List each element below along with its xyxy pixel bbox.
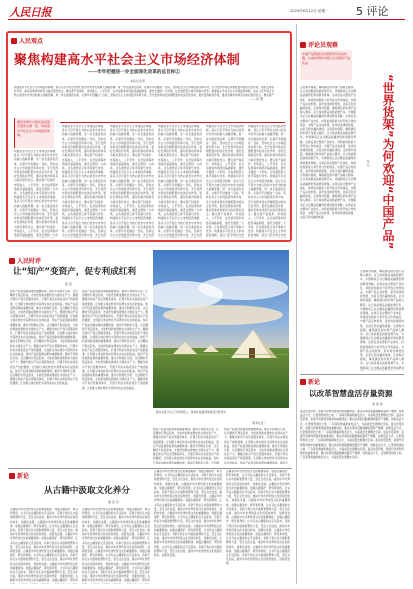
sidebar-author: 张 凡 [366, 160, 370, 167]
sidebar-column-2: 走进海外商超，琳琅满目的中国产品映入眼帘。从日常消费品到新能源汽车，中国制造正以过硬品质赢得世界消费者青睐。这背后是完整的产业体系、持续的创新能力和开放合作的诚意。中国产品走向世界，是市场选择的结果，也是互利共赢的体现。走进海外商超，琳琅满目的中国产品映入眼帘。从日常消费品到新能源汽车，中国制造正以过硬品质赢得世界消费者青睐。这背后是完整的产业体系、持续的创新能力和开放合作的诚意。中国产品走向世界，是市场选择的结果，也是互利共赢的体现。走进海外商超，琳琅满目的中国产品映入眼帘。从日常消费品到新能源汽车，中国制造正以过硬品质赢得世界消费者青睐。这背后是完整的产业体系、持续的创新能力和开放合作的诚意。中国产品走向世界，是市场选择的结果，也是互利共赢的体现。走进海外商超，琳琅满目的中国产品映入眼帘。从日常消费品到新能源汽车，中国制造正以过硬品质赢得世界消费者 [360, 270, 404, 370]
section-marker-icon [9, 473, 15, 479]
section-marker-icon [9, 258, 15, 264]
lead-column-1: 构建高水平社会主义市场经济体制，是以习近平同志为核心的党中央作出的重大战略部署。进一步全面深化改革，必须牢牢把握这一目标，坚持社会主义市场经济改革方向，充分发挥市场在资源配置中的决定性作用，更好发挥政府作用，推动有效市场和有为政府更好结合。要完善产权保护、市场准入、公平竞争、社会信用等市场经济基础制度，建设全国统一大市场，让各类经营主体平等参与竞争。构建高水平社会主义市场经济体制，是以习近平同志为核心的党中央作出的重大战略部署。进一步全面深化改革，必须牢牢把握这一目标，坚持社会主义市场经济改革方向，充分发挥市场在资源配置中的决定性作用，更好发挥政府作用，推动有效市场和有为政府更好结合。要完善产权保护、市场准入、公平竞争、社会信用等市场经济基础制度，建设全国统一大市 [14, 150, 58, 238]
lead-highlight-text: 要把改革作为推动高质量发展的关键一招，构建高水平社会主义市场经济体制。 [17, 120, 51, 138]
photo-caption: 图为在蓝天白云下的草原上，游客在帐篷营地感受自然风光。 [156, 410, 229, 414]
mid-author: 陈 铭 [65, 282, 72, 286]
lead-section-tag: 人民观点 [11, 36, 43, 45]
bottom-column-3: 古籍是中华优秀传统文化的重要载体。加强古籍保护、研究和利用，让书写在古籍里的文字活起来，有助于我们从中汲取智慧和力量，坚定文化自信，推动中华优秀传统文化创造性转化、创新性发展。古籍是中华优秀传统文化的重要载体。加强古籍保护、研究和利用，让书写在古籍里的文字活起来，有助于我们从中汲取智慧和力量，坚定文化自信，推动中华优秀传统文化创造性转化、创新性发展。古籍是中华优秀传统文化的重要载体。加强古籍保护、研究和利用，让书写在古籍里的文字活起来，有助于我们从中汲取智慧和力量，坚定文化自信，推动中华优秀传统文化创造性转化、创新性发展。古籍是中华优秀传统文化的重要载体。加强古籍保护、研究和利用，让书写在古籍里的文字活起来，有助于我们从中汲取智慧和力量，坚定文化自信，推动中华优秀传统文化创造性转化、创新性发展。古籍是中华优秀传统文化的重要载体。加强古籍保护、研究和利用，让书写在古籍里的文字活起来，有助于我们从中汲取智慧和力量，坚定文化自信，推动中华优秀传统文化创造性转化、创新性发展。古籍是中华优秀传统文化的重要载体。加强古籍保护、研究和利用，让书写在古籍里的文字活起来，有助于我们从中汲取智慧和力量，坚定文化自信，推动中华优秀传统文化创造性转化、创新性发展。 [154, 470, 222, 558]
masthead-logo: 人民日报 [9, 6, 51, 19]
campsite-photo-illustration [153, 250, 289, 408]
sidebar-section-tag: 评论员观察 [300, 40, 338, 49]
sidebar-highlight-box [300, 50, 352, 80]
bottom-column-1: 古籍是中华优秀传统文化的重要载体。加强古籍保护、研究和利用，让书写在古籍里的文字活起来，有助于我们从中汲取智慧和力量，坚定文化自信，推动中华优秀传统文化创造性转化、创新性发展。古籍是中华优秀传统文化的重要载体。加强古籍保护、研究和利用，让书写在古籍里的文字活起来，有助于我们从中汲取智慧和力量，坚定文化自信，推动中华优秀传统文化创造性转化、创新性发展。古籍是中华优秀传统文化的重要载体。加强古籍保护、研究和利用，让书写在古籍里的文字活起来，有助于我们从中汲取智慧和力量，坚定文化自信，推动中华优秀传统文化创造性转化、创新性发展。古籍是中华优秀传统文化的重要载体。加强古籍保护、研究和利用，让书写在古籍里的文字活起来，有助于我们从中汲取智慧和力量，坚定文化自信，推动中华优秀传统文化创造性转化、创新性发展。古籍是中华优秀传统文化的重要载体。加强古籍保护、研究和利用，让书写在古籍里的文字活起来，有助于我们从中汲取智慧和力量，坚定文化自信，推动中华优秀传统文化创造性转化、创新性发展。古籍是中华优秀传统文化的重要载体。加强古籍保护、研究和 [10, 508, 78, 583]
bottom-rule [8, 468, 292, 469]
sidebar-vertical-title: “世界货架”为何欢迎“中国产品” [381, 74, 395, 250]
lead-column-3: 构建高水平社会主义市场经济体制，是以习近平同志为核心的党中央作出的重大战略部署。进一步全面深化改革，必须牢牢把握这一目标，坚持社会主义市场经济改革方向，充分发挥市场在资源配置中的决定性作用，更好发挥政府作用，推动有效市场和有为政府更好结合。要完善产权保护、市场准入、公平竞争、社会信用等市场经济基础制度，建设全国统一大市场，让各类经营主体平等参与竞争。构建高水平社会主义市场经济体制，是以习近平同志为核心的党中央作出的重大战略部署。进一步全面深化改革，必须牢牢把握这一目标，坚持社会主义市场经济改革方向，充分发挥市场在资源配置中的决定性作用，更好发挥政府作用，推动有效市场和有为政府更好结合。要完善产权保护、市场准入、公平竞争、社会信用等市场经济基础制度，建设全国统一大市场，让各类经营主体平等参与竞争。构建高水平社会主义市场经济体制，是以习近平同志为核心的党中央作出的重大战略部署。进一步全面深化改革，必须牢牢把握这一目标，坚持社会主义市场经济改革方向，充分发挥 [110, 125, 154, 238]
bottom-author: 谢 金 亮 [108, 500, 119, 504]
right-lower-column-1: 盘活存量资源，是提升资源利用效率的重要途径。要以改革的思路破解闲置资产难题，创新盘活方式，让低效利用的土地、厂房等资源重新焕发活力，为高质量发展腾出空间。盘活存量资源，是提升资源利用效率的重要途径。要以改革的思路破解闲置资产难题，创新盘活方式，让低效利用的土地、厂房等资源重新焕发活力，为高质量发展腾出空间。盘活存量资源，是提升资源利用效率的重要途径。要以改革的思路破解闲置资产难题，创新盘活方式，让低效利用的土地、厂房等资源重新焕发活力，为高质量发展腾出空间。盘活存量资源，是提升资源利用效率的重要途径。要以改革的思路破解闲置资产难题，创新盘活方式，让低效利用的土地、厂房等资源重新焕发活力，为高质量发展腾出空间。盘活存量资源，是提升资源利用效率的重要途径。要以改革的思路破解闲置资产难题，创新盘活方式，让低效利用的土地、厂房等资源重新焕发活力，为高质量发展腾出空间。盘活存量资源，是提升资源利用效率的重要途径。要以改革的思路破解闲置资产难题，创新盘活方式，让低效利用的土地、厂房等资源重新焕发活力，为高质量发展腾出空间。 [300, 410, 404, 460]
mid-column-3: 知识产权是创新成果的重要体现。推动专利转化运用，让沉睡的专利活起来，才能把创新成果转化为现实生产力。要健全知识产权运营服务体系，打通专利从实验室到生产线的通道，让创新主体在转化中获得实实在在的收益。知识产权是创新成果的重要体现。推动专利转化运用，让沉睡的专利活起来，才能把创新成果转化为现实生产力。要健全知识产权运营服务体系，打通专利从实验室到生产线的通道，让创新主体在转化中获得实实在在的收益。知识产权是创新成果的重要体现。推动专利转化运用，让沉睡 [153, 428, 219, 464]
lead-column-5: 构建高水平社会主义市场经济体制，是以习近平同志为核心的党中央作出的重大战略部署。进一步全面深化改革，必须牢牢把握这一目标，坚持社会主义市场经济改革方向，充分发挥市场在资源配置中的决定性作用，更好发挥政府作用，推动有效市场和有为政府更好结合。要完善产权保护、市场准入、公平竞争、社会信用等市场经济基础制度，建设全国统一大市场，让各类经营主体平等参与竞争。构建高水平社会主义市场经济体制，是以习近平同志为核心的党中央作出的重大战略部署。进一步全面深化改革，必须牢牢把握这一目标，坚持社会主义市场经济改革方向，充分发挥市场在资源配置中的决定性作用，更好发挥政府作用，推动有效市场和有为政府更好结合。要完善产权保护、市场准入、公平竞争、社会信用等市场经济基础制度，建设全国统一大市场，让各类经营主体平等参与竞争。构建高水平社会主义市场经济体制，是以习近平同志为核 [206, 125, 244, 238]
page-number-label: 5 评论 [356, 5, 389, 18]
lead-column-6: 构建高水平社会主义市场经济体制，是以习近平同志为核心的党中央作出的重大战略部署。进一步全面深化改革，必须牢牢把握这一目标，坚持社会主义市场经济改革方向，充分发挥市场在资源配置中的决定性作用，更好发挥政府作用，推动有效市场和有为政府更好结合。要完善产权保护、市场准入、公平竞争、社会信用等市场经济基础制度，建设全国统一大市场，让各类经营主体平等参与竞争。构建高水平社会主义市场经济体制，是以习近平同志为核心的党中央作出的重大战略部署。进一步全面深化改革，必须牢牢把握这一目标，坚持社会主义市场经济改革方向，充分发挥市场在资源配置中的决定性作用，更好发挥政府作用，推动有效市场和有为政府更好结合。要完善产权保护、市场准入、公平竞争、社会信用等市场经济基础制度，建设全国统一大市场，让各类经营主体平等参与竞争。构建高水平社会主义市场经济体制，是以习近平同志为核 [248, 125, 286, 238]
section-marker-icon [300, 379, 306, 385]
right-lower-rule [300, 374, 404, 375]
bottom-column-2: 古籍是中华优秀传统文化的重要载体。加强古籍保护、研究和利用，让书写在古籍里的文字活起来，有助于我们从中汲取智慧和力量，坚定文化自信，推动中华优秀传统文化创造性转化、创新性发展。古籍是中华优秀传统文化的重要载体。加强古籍保护、研究和利用，让书写在古籍里的文字活起来，有助于我们从中汲取智慧和力量，坚定文化自信，推动中华优秀传统文化创造性转化、创新性发展。古籍是中华优秀传统文化的重要载体。加强古籍保护、研究和利用，让书写在古籍里的文字活起来，有助于我们从中汲取智慧和力量，坚定文化自信，推动中华优秀传统文化创造性转化、创新性发展。古籍是中华优秀传统文化的重要载体。加强古籍保护、研究和利用，让书写在古籍里的文字活起来，有助于我们从中汲取智慧和力量，坚定文化自信，推动中华优秀传统文化创造性转化、创新性发展。古籍是中华优秀传统文化的重要载体。加强古籍保护、研究和利用，让书写在古籍里的文字活起来，有助于我们从中汲取智慧和力量，坚定文化自信，推动中华优秀传统文化创造性转化、创新性发展。古籍是中华优秀传统文化的重要载体。加强古籍保护、研究和 [82, 508, 150, 583]
photo-credit: （新华社发） [250, 421, 267, 425]
bottom-title: 从古籍中汲取文化养分 [44, 486, 130, 496]
right-lower-title: 以改革智慧盘活存量资源 [309, 389, 393, 398]
right-lower-author: 周 建 锋 [372, 402, 383, 406]
mid-section-tag: 人民时评 [9, 256, 41, 265]
sidebar-column-1: 走进海外商超，琳琅满目的中国产品映入眼帘。从日常消费品到新能源汽车，中国制造正以过硬品质赢得世界消费者青睐。这背后是完整的产业体系、持续的创新能力和开放合作的诚意。中国产品走向世界，是市场选择的结果，也是互利共赢的体现。走进海外商超，琳琅满目的中国产品映入眼帘。从日常消费品到新能源汽车，中国制造正以过硬品质赢得世界消费者青睐。这背后是完整的产业体系、持续的创新能力和开放合作的诚意。中国产品走向世界，是市场选择的结果，也是互利共赢的体现。走进海外商超，琳琅满目的中国产品映入眼帘。从日常消费品到新能源汽车，中国制造正以过硬品质赢得世界消费者青睐。这背后是完整的产业体系、持续的创新能力和开放合作的诚意。中国产品走向世界，是市场选择的结果，也是互利共赢的体现。走进海外商超，琳琅满目的中国产品映入眼帘。从日常消费品到新能源汽车，中国制造正以过硬品质赢得世界消费者青睐。这背后是完整的产业体系、持续的创新能力和开放合作的诚意。中国产品走向世界，是市场选择的结果，也是互利共赢的体现。走进海外商超，琳琅满目的中国产品映入眼帘。从日常消费品到新能源汽车，中国制造正以过硬品质赢得世界消费者青睐。这背后是完整的产业体系、持续的创新能力和开放合作的诚意。中国产品走向世界，是市场选择的结果，也是互利共赢的体现。走进海外商超，琳琅满目的中国产品映入眼帘。从日常消费品到新能源汽车，中国制造正以过硬品质赢得世界消费者青睐。这背后是完整的产业体系、持续的创新能力和开放合作的诚意。中国产品走向世界，是市场选择的结果，也是互利共赢的体现。 [300, 86, 356, 220]
mid-column-1: 知识产权是创新成果的重要体现。推动专利转化运用，让沉睡的专利活起来，才能把创新成果转化为现实生产力。要健全知识产权运营服务体系，打通专利从实验室到生产线的通道，让创新主体在转化中获得实实在在的收益。知识产权是创新成果的重要体现。推动专利转化运用，让沉睡的专利活起来，才能把创新成果转化为现实生产力。要健全知识产权运营服务体系，打通专利从实验室到生产线的通道，让创新主体在转化中获得实实在在的收益。知识产权是创新成果的重要体现。推动专利转化运用，让沉睡的专利活起来，才能把创新成果转化为现实生产力。要健全知识产权运营服务体系，打通专利从实验室到生产线的通道，让创新主体在转化中获得实实在在的收益。知识产权是创新成果的重要体现。推动专利转化运用，让沉睡的专利活起来，才能把创新成果转化为现实生产力。要健全知识产权运营服务体系，打通专利从实验室到生产线的通道，让创新主体在转化中获得实实在在的收益。知识产权是创新成果的重要体现。推动专利转化运用，让沉睡的专利活起来，才能把创新成果转化为现实生产力。要健全知识产权运营服务体系，打通专利从实验室到生产线的通道，让创新主体在转化中获得实实在在的收益。知识产权是创新成果的重要体现。推动专利转化运用，让沉睡的专利活起来，才能把创新成果转化为现实生产力。要健全知识产权运营服务体系，打通专利从实验室到生产线的通道，让创新主体在转化中获得实实在在的收益。 [10, 290, 78, 386]
lead-title: 聚焦构建高水平社会主义市场经济体制 [14, 53, 241, 68]
mid-title: 让“知产”变资产，促专利成红利 [13, 267, 137, 277]
lead-subtitle: ——牢牢把握进一步全面深化改革的总目标① [88, 70, 180, 75]
lead-body-rule [60, 122, 285, 123]
masthead-date: 2024年6月12日 星期一 [290, 9, 329, 13]
bottom-column-4: 古籍是中华优秀传统文化的重要载体。加强古籍保护、研究和利用，让书写在古籍里的文字活起来，有助于我们从中汲取智慧和力量，坚定文化自信，推动中华优秀传统文化创造性转化、创新性发展。古籍是中华优秀传统文化的重要载体。加强古籍保护、研究和利用，让书写在古籍里的文字活起来，有助于我们从中汲取智慧和力量，坚定文化自信，推动中华优秀传统文化创造性转化、创新性发展。古籍是中华优秀传统文化的重要载体。加强古籍保护、研究和利用，让书写在古籍里的文字活起来，有助于我们从中汲取智慧和力量，坚定文化自信，推动中华优秀传统文化创造性转化、创新性发展。古籍是中华优秀传统文化的重要载体。加强古籍保护、研究和利用，让书写在古籍里的文字活起来，有助于我们从中汲取智慧和力量，坚定文化自信，推动中华优秀传统文化创造性转化、创新性发展。古籍是中华优秀传统文化的重要载体。加强古籍保护、研究和利用，让书写在古籍里的文字活起来，有助于我们从中汲取智慧和力量，坚定文化自信，推动中华优秀传统文化创造性转化、创新性发展。古籍是中华优秀传统文化的重要载体。加强古籍保护、研究和利用，让书写在古籍里的文字活起来，有助于我们从中汲取智慧和力量，坚定文化自信，推动中华优秀传统文化创造性转化、创新性发展。 [226, 470, 290, 566]
lead-sign: ——何 慧 [250, 97, 263, 101]
masthead-rule [8, 19, 405, 20]
bottom-section-tag: 新论 [9, 471, 29, 480]
right-lower-section-tag: 新论 [300, 377, 320, 386]
lead-column-4: 构建高水平社会主义市场经济体制，是以习近平同志为核心的党中央作出的重大战略部署。进一步全面深化改革，必须牢牢把握这一目标，坚持社会主义市场经济改革方向，充分发挥市场在资源配置中的决定性作用，更好发挥政府作用，推动有效市场和有为政府更好结合。要完善产权保护、市场准入、公平竞争、社会信用等市场经济基础制度，建设全国统一大市场，让各类经营主体平等参与竞争。构建高水平社会主义市场经济体制，是以习近平同志为核心的党中央作出的重大战略部署。进一步全面深化改革，必须牢牢把握这一目标，坚持社会主义市场经济改革方向，充分发挥市场在资源配置中的决定性作用，更好发挥政府作用，推动有效市场和有为政府更好结合。要完善产权保护、市场准入、公平竞争、社会信用等市场经济基础制度，建设全国统一大市场，让各类经营主体平等参与竞争。构建高水平社会主义市场经济体制，是以习近平同志为核心的党中央作出的重大战略部署。进一步全面深化改革，必须牢牢把握这一目标，坚持社会主义市场经济改革方向，充分发挥 [158, 125, 202, 238]
section-marker-icon [11, 38, 17, 44]
campsite-photo [153, 250, 289, 408]
lead-column-2: 构建高水平社会主义市场经济体制，是以习近平同志为核心的党中央作出的重大战略部署。进一步全面深化改革，必须牢牢把握这一目标，坚持社会主义市场经济改革方向，充分发挥市场在资源配置中的决定性作用，更好发挥政府作用，推动有效市场和有为政府更好结合。要完善产权保护、市场准入、公平竞争、社会信用等市场经济基础制度，建设全国统一大市场，让各类经营主体平等参与竞争。构建高水平社会主义市场经济体制，是以习近平同志为核心的党中央作出的重大战略部署。进一步全面深化改革，必须牢牢把握这一目标，坚持社会主义市场经济改革方向，充分发挥市场在资源配置中的决定性作用，更好发挥政府作用，推动有效市场和有为政府更好结合。要完善产权保护、市场准入、公平竞争、社会信用等市场经济基础制度，建设全国统一大市场，让各类经营主体平等参与竞争。构建高水平社会主义市场经济体制，是以习近平同志为核心的党中央作出的重大战略部署。进一步全面深化改革，必须牢牢把握这一目标，坚持社会主义市场经济改革方向，充分发挥 [62, 125, 106, 238]
column-divider [296, 24, 297, 584]
mid-column-2: 知识产权是创新成果的重要体现。推动专利转化运用，让沉睡的专利活起来，才能把创新成果转化为现实生产力。要健全知识产权运营服务体系，打通专利从实验室到生产线的通道，让创新主体在转化中获得实实在在的收益。知识产权是创新成果的重要体现。推动专利转化运用，让沉睡的专利活起来，才能把创新成果转化为现实生产力。要健全知识产权运营服务体系，打通专利从实验室到生产线的通道，让创新主体在转化中获得实实在在的收益。知识产权是创新成果的重要体现。推动专利转化运用，让沉睡的专利活起来，才能把创新成果转化为现实生产力。要健全知识产权运营服务体系，打通专利从实验室到生产线的通道，让创新主体在转化中获得实实在在的收益。知识产权是创新成果的重要体现。推动专利转化运用，让沉睡的专利活起来，才能把创新成果转化为现实生产力。要健全知识产权运营服务体系，打通专利从实验室到生产线的通道，让创新主体在转化中获得实实在在的收益。知识产权是创新成果的重要体现。推动专利转化运用，让沉睡的专利活起来，才能把创新成果转化为现实生产力。要健全知识产权运营服务体系，打通专利从实验室到生产线的通道，让创新主体在转化中获得实实在在的收益。知识产权是创新成果的重要体现。推动专利转化运用，让沉睡的专利活起来，才能把创新成果转化为现实生产力。要健全知识产权运营服务体系，打通专利从实验室到生产线的通道，让创新主体在转化中获得实实在在的收益。 [82, 290, 148, 390]
lead-highlight-box [14, 118, 54, 148]
lead-author: 本报评论部 [130, 79, 146, 83]
mid-column-4: 知识产权是创新成果的重要体现。推动专利转化运用，让沉睡的专利活起来，才能把创新成果转化为现实生产力。要健全知识产权运营服务体系，打通专利从实验室到生产线的通道，让创新主体在转化中获得实实在在的收益。知识产权是创新成果的重要体现。推动专利转化运用，让沉睡的专利活起来，才能把创新成果转化为现实生产力。要健全知识产权运营服务体系，打通专利从实验室到生产线的通道，让创新主体在转化中获得实实在在的收益。知识产权是创新成果的重要体现。推动专 [224, 428, 288, 464]
section-marker-icon [300, 42, 306, 48]
lead-intro-text: 构建高水平社会主义市场经济体制，是以习近平同志为核心的党中央作出的重大战略部署。进一步全面深化改革，必须牢牢把握这一目标，坚持社会主义市场经济改革方向，充分发挥市场在资源配置中的决定性作用，更好发挥政府作用，推动有效市场和有为政府更好结合。要完善产权保护、市场准入、公平竞争、社会信用等市场经济基础制度，建设全国统一大市场，让各类经营主体平等参与竞争。构建高水平社会主义市场经济体制，是以习近平同志为核心的党中央作出的重大战略部署。进一步全面深化改革，必须牢牢把握这一目标，坚持社会主义市场经济改革方向，充分发挥市场在资源配置中的决定性作用，更好发挥政府作用，推动有效市场和有为政府更好结合。要完善产 [14, 86, 274, 98]
sidebar-highlight-text: 中国产品既拥有世界经济带来的机遇，也被世界的中国让任何国家产品获益 [302, 52, 350, 65]
